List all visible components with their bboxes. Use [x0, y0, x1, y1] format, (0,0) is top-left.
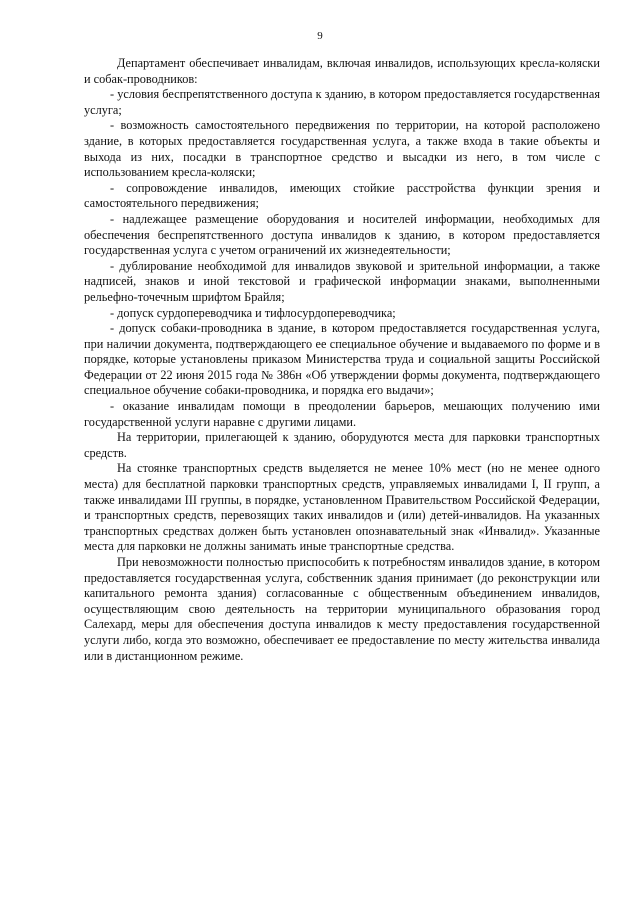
paragraph-parking-spaces: На стоянке транспортных средств выделяется не менее 10% мест (но не менее одного места) для бесплатной парковки транспортных средств, управляемых инвалидами I, II групп, а также инвалидами III группы, в порядке, установленном Правительством Российской Федерации, и транспортных средств, перевозящих таких инвалидов и (или) детей-инвалидов. На указанных транспортных средствах должен быть установлен опознавательный знак «Инвалид». Указанные места для парковки не должны занимать иные транспортные средства. [84, 461, 600, 554]
document-body [84, 56, 600, 664]
list-item-independent-movement: - возможность самостоятельного передвижения по территории, на которой расположено здание, в которых предоставляется государственная услуга, а также входа в такие объекты и выхода из них, посадки в транспортное средство и высадки из него, в том числе с использованием кресла-коляски; [84, 118, 600, 180]
paragraph-parking-territory: На территории, прилегающей к зданию, оборудуются места для парковки транспортных средств. [84, 430, 600, 460]
list-item-sign-interpreter: - допуск сурдопереводчика и тифлосурдопереводчика; [110, 305, 396, 320]
list-item-escort: - сопровождение инвалидов, имеющих стойкие расстройства функции зрения и самостоятельного передвижения; [84, 180, 600, 211]
list-item-braille-duplication: - дублирование необходимой для инвалидов звуковой и зрительной информации, а также надписей, знаков и иной текстовой и графической информации знаками, выполненными рельефно-точечным шрифтом Брайля; [84, 258, 600, 304]
list-item-guide-dog: - допуск собаки-проводника в здание, в котором предоставляется государственная услуга, при наличии документа, подтверждающего ее специальное обучение и выдаваемого по форме и в порядке, которые установлены приказом Министерства труда и социальной защиты Российской Федерации от 22 июня 2015 года № 386н «Об утверждении формы документа, подтверждающего специальное обучение собаки-проводника, и порядка его выдачи»; [84, 321, 600, 398]
list-item-information-equipment: - надлежащее размещение оборудования и носителей информации, необходимых для обеспечения беспрепятственного доступа инвалидов к зданию, в котором предоставляется государственная услуга с учетом ограничений их жизнедеятельности; [84, 211, 600, 258]
paragraph-adaptation-measures: При невозможности полностью приспособить к потребностям инвалидов здание, в котором предоставляется государственная услуга, собственник здания принимает (до реконструкции или капитального ремонта здания) согласованные с общественным объединением инвалидов, осуществляющим свою деятельность на территории муниципального образования город Салехард, меры для обеспечения доступа инвалидов к месту предоставления государственной услуги либо, когда это возможно, обеспечивает ее предоставление по месту жительства инвалида или в дистанционном режиме. [84, 555, 600, 663]
paragraph-intro: Департамент обеспечивает инвалидам, включая инвалидов, использующих кресла-коляски и собак-проводников: [84, 56, 600, 86]
page-number: 9 [317, 30, 323, 42]
list-item-barrier-assistance: - оказание инвалидам помощи в преодолении барьеров, мешающих получению ими государственной услуги наравне с другими лицами. [84, 399, 600, 429]
list-item-access-conditions: - условия беспрепятственного доступа к зданию, в котором предоставляется государственная услуга; [84, 87, 600, 117]
